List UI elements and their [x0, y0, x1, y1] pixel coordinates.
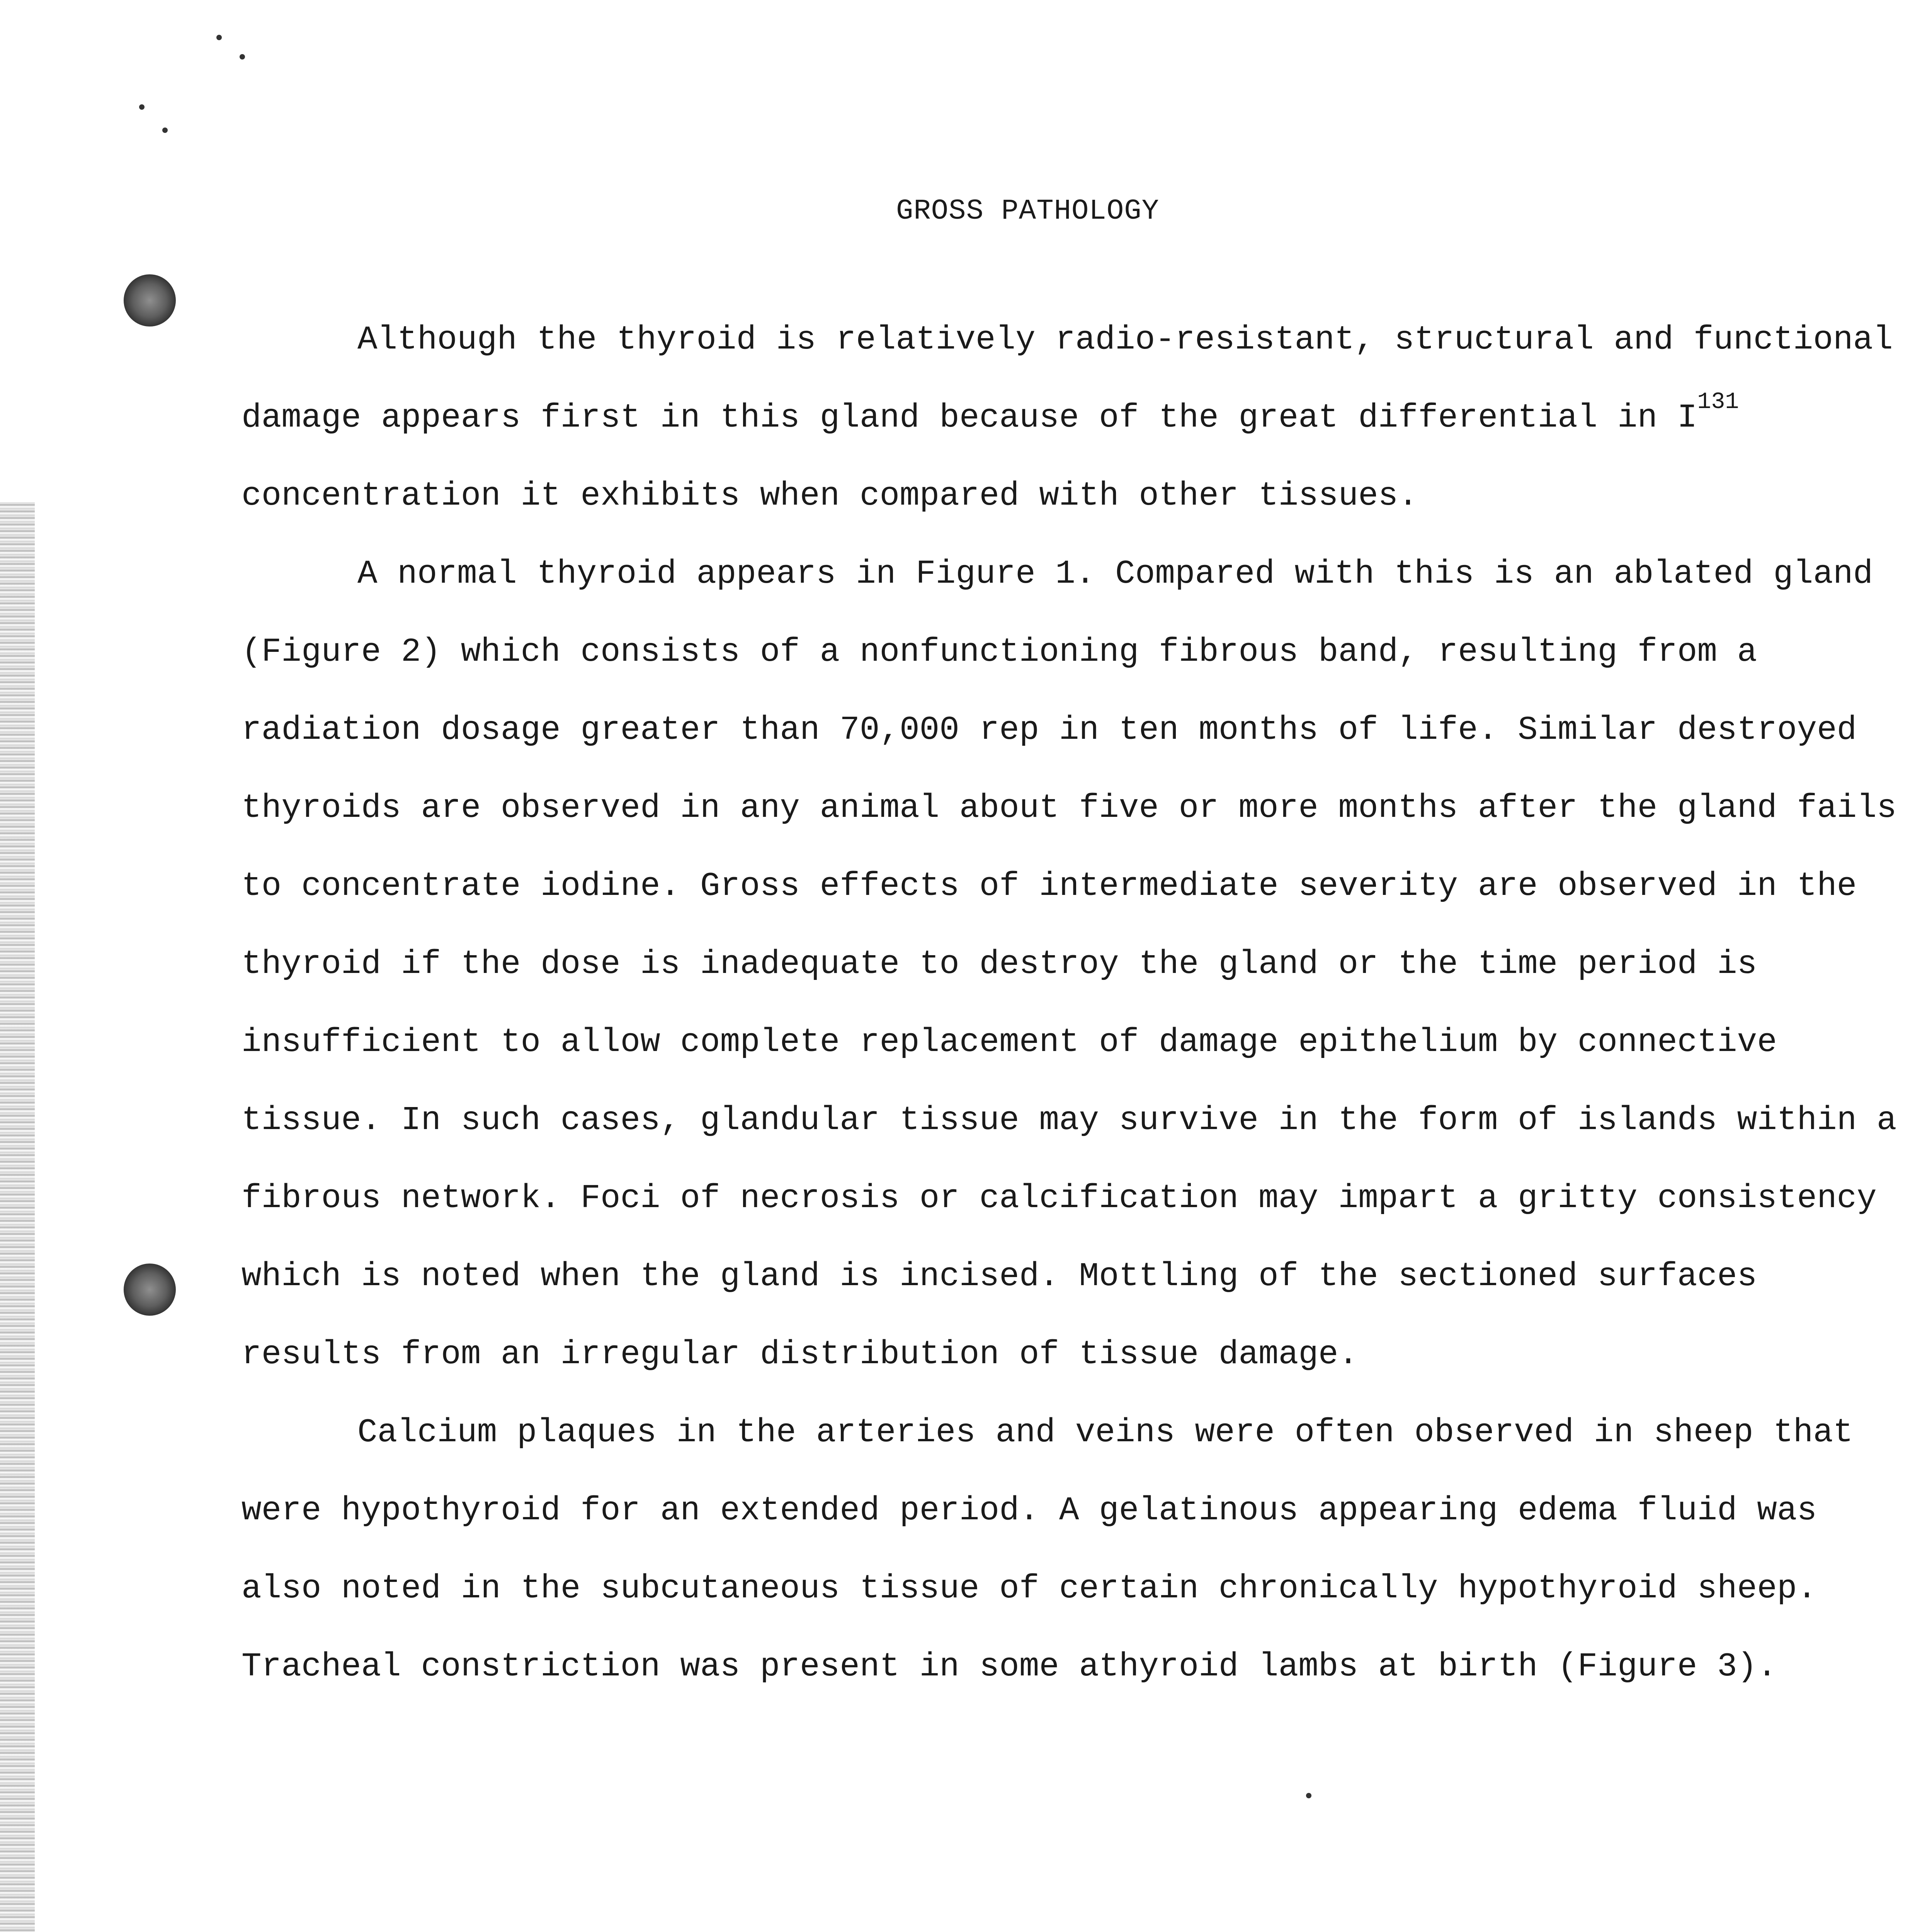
scan-speck	[162, 128, 168, 133]
paragraph-1	[242, 301, 1903, 535]
paragraph-3: Calcium plaques in the arteries and veins were often observed in sheep that were hypothyroid for an extended period. A gelatinous appearing edema fluid was also noted in the subcutaneous tissue of certain chronically hypothyroid sheep. Tracheal constriction was present in some athyroid lambs at birth (Figure 3).	[242, 1413, 1853, 1685]
paragraph-1-continuation: concentration it exhibits when compared with other tissues.	[242, 477, 1418, 515]
document-title: GROSS PATHOLOGY	[896, 195, 1160, 228]
scan-speck	[240, 54, 245, 60]
scan-speck	[216, 35, 222, 40]
paragraph-2: A normal thyroid appears in Figure 1. Compared with this is an ablated gland (Figure 2) which consists of a nonfunctioning fibrous band, resulting from a radiation dosage greater than 70,000 rep in ten months of life. Similar destroyed thyroids are observed in any animal about five or more months after the gland fails to concentrate iodine. Gross effects of intermediate severity are observed in the thyroid if the dose is inadequate to destroy the gland or the time period is insufficient to allow complete replacement of damage epithelium by connective tissue. In such cases, glandular tissue may survive in the form of islands within a fibrous network. Foci of necrosis or calcification may impart a gritty consistency which is noted when the gland is incised. Mottling of the sectioned surfaces results from an irregular distribution of tissue damage.	[242, 555, 1897, 1373]
scan-speck	[139, 104, 145, 110]
punch-hole-middle	[124, 1264, 176, 1316]
punch-hole-top	[124, 274, 176, 327]
scan-edge-left	[0, 502, 35, 1932]
isotope-superscript: 131	[1697, 389, 1739, 415]
document-body	[242, 301, 1903, 1706]
paragraph-1-text: Although the thyroid is relatively radio-resistant, structural and functional damage appears first in this gland because of the great differential in I	[242, 321, 1893, 437]
scan-speck	[1306, 1793, 1311, 1798]
